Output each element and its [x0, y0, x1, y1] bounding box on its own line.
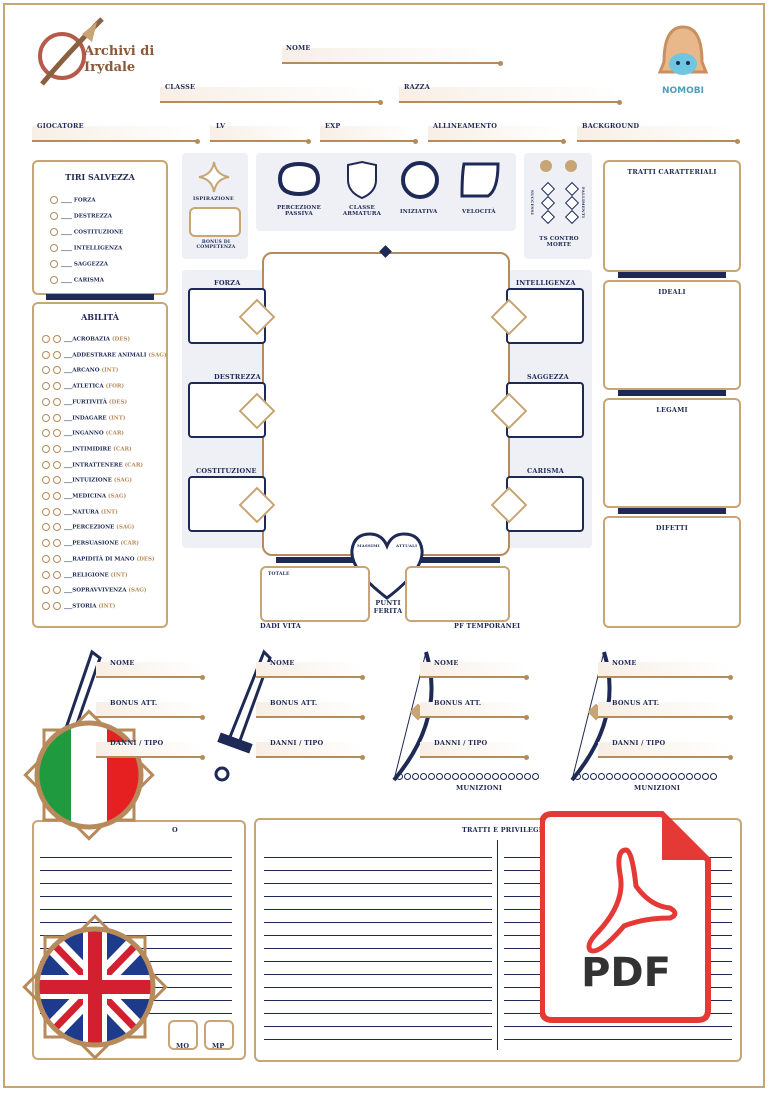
ammo-circle[interactable] [500, 773, 507, 780]
skill-expertise-icon[interactable] [53, 476, 61, 484]
skill-proficiency-icon[interactable] [42, 351, 50, 359]
skill-row[interactable]: ___ARCANO (INT) [42, 366, 118, 374]
skill-proficiency-icon[interactable] [42, 492, 50, 500]
skill-row[interactable]: ___INTRATTENERE (CAR) [42, 461, 143, 469]
ammo-circle[interactable] [606, 773, 613, 780]
ammo-circle[interactable] [654, 773, 661, 780]
ammo-circle[interactable] [436, 773, 443, 780]
ammo-circle[interactable] [662, 773, 669, 780]
trait-label: IDEALI [658, 288, 686, 296]
skill-attribute: (FOR) [105, 383, 125, 390]
trait-label: LEGAMI [656, 406, 688, 414]
ammo-circle[interactable] [420, 773, 427, 780]
skill-expertise-icon[interactable] [53, 398, 61, 406]
skill-proficiency-icon[interactable] [42, 555, 50, 563]
skill-expertise-icon[interactable] [53, 382, 61, 390]
saving-throw-label: CARISMA [73, 277, 105, 284]
skull-icon [540, 160, 552, 172]
ammo-circle[interactable] [574, 773, 581, 780]
ammo-circle[interactable] [638, 773, 645, 780]
skill-proficiency-icon[interactable] [42, 602, 50, 610]
saving-throw-row[interactable]: ____ CARISMA [50, 276, 104, 284]
nome-label: NOME [286, 44, 311, 52]
skill-row[interactable]: ___NATURA (INT) [42, 508, 118, 516]
skill-expertise-icon[interactable] [53, 492, 61, 500]
skill-proficiency-icon[interactable] [42, 414, 50, 422]
giocatore-label: GIOCATORE [37, 122, 84, 130]
ammo-circle[interactable] [396, 773, 403, 780]
nome-field[interactable] [282, 48, 500, 64]
passive-perception-icon [276, 160, 322, 198]
skill-row[interactable]: ___RELIGIONE (INT) [42, 571, 128, 579]
skill-proficiency-icon[interactable] [42, 571, 50, 579]
ammo-circle[interactable] [460, 773, 467, 780]
skill-row[interactable]: ___INTIMIDIRE (CAR) [42, 445, 132, 453]
razza-field[interactable] [399, 87, 619, 103]
inspiration-label: ISPIRAZIONE [193, 196, 235, 202]
ammo-circle[interactable] [646, 773, 653, 780]
skill-row[interactable]: ___INDAGARE (INT) [42, 414, 125, 422]
features-lines-left [264, 845, 492, 1050]
skill-row[interactable]: ___SOPRAVVIVENZA (SAG) [42, 586, 147, 594]
skill-expertise-icon[interactable] [53, 351, 61, 359]
ammo-circle[interactable] [694, 773, 701, 780]
skill-name: NATURA [72, 509, 99, 516]
trait-bar [618, 508, 726, 514]
ability-label: FORZA [214, 279, 241, 287]
skill-proficiency-icon[interactable] [42, 398, 50, 406]
speed-label: VELOCITÀ [462, 209, 496, 215]
skill-expertise-icon[interactable] [53, 555, 61, 563]
ability-label: CARISMA [527, 467, 564, 475]
ammo-circle[interactable] [428, 773, 435, 780]
skill-name: INTIMIDIRE [72, 446, 112, 453]
skill-name: PERSUASIONE [72, 540, 119, 547]
skill-attribute: (CAR) [105, 430, 125, 437]
weapon-damage-label: DANNI / TIPO [270, 739, 324, 747]
skill-name: ADDESTRARE ANIMALI [72, 352, 147, 359]
mo-label: MO [176, 1042, 190, 1050]
skill-name: ARCANO [72, 367, 100, 374]
skill-attribute: (CAR) [120, 540, 139, 547]
saving-throws-title: TIRI SALVEZZA [65, 172, 135, 182]
skill-expertise-icon[interactable] [53, 445, 61, 453]
temp-hp-label: PF TEMPORANEI [454, 622, 521, 630]
skill-name: ACROBAZIA [72, 336, 111, 343]
saving-throw-label: FORZA [73, 197, 96, 204]
skill-name: RAPIDITÀ DI MANO [72, 556, 135, 563]
ammo-label: MUNIZIONI [634, 784, 681, 792]
skill-name: INTUIZIONE [72, 477, 112, 484]
skill-row[interactable]: ___FURTIVITÀ (DES) [42, 398, 127, 406]
speed-icon [458, 160, 504, 200]
ammo-circle[interactable] [614, 773, 621, 780]
weapon-bonus-label: BONUS ATT. [270, 699, 318, 707]
weapon-bonus-label: BONUS ATT. [110, 699, 158, 707]
skill-attribute: (INT) [98, 603, 116, 610]
logo [22, 14, 172, 94]
heart-icon [565, 160, 577, 172]
ammo-circle[interactable] [516, 773, 523, 780]
skill-row[interactable]: ___INGANNO (CAR) [42, 429, 124, 437]
death-success-label: SUCCESSI [529, 190, 535, 215]
hit-dice-label: DADI VITA [260, 622, 302, 630]
italian-flag-button[interactable] [14, 700, 164, 850]
saving-throw-row[interactable]: ____ INTELLIGENZA [50, 244, 122, 252]
ability-label: SAGGEZZA [527, 373, 569, 381]
ammo-circle[interactable] [622, 773, 629, 780]
weapon-damage-label: DANNI / TIPO [612, 739, 666, 747]
saving-throw-label: COSTITUZIONE [73, 229, 124, 236]
proficiency-box[interactable] [189, 207, 241, 237]
trait-bar [618, 272, 726, 278]
pdf-label: PDF [581, 950, 671, 996]
skill-attribute: (SAG) [128, 587, 147, 594]
hp-label: PUNTI FERITA [373, 599, 403, 615]
armor-shield-icon [344, 160, 380, 200]
skill-attribute: (CAR) [124, 462, 143, 469]
brand-logo [654, 22, 712, 100]
skill-name: MEDICINA [72, 493, 107, 500]
skill-name: FURTIVITÀ [72, 399, 107, 406]
hp-max-label: MASSIMI [357, 543, 380, 548]
ammo-circle[interactable] [630, 773, 637, 780]
trait-bar [618, 390, 726, 396]
skill-row[interactable]: ___ACROBAZIA (DES) [42, 335, 130, 343]
portrait-frame [262, 252, 510, 556]
saving-throws-bar [46, 294, 154, 300]
skill-attribute: (SAG) [148, 352, 167, 359]
logo-text: Archivi di Irydale [84, 44, 155, 75]
star-icon [197, 160, 231, 194]
saving-throw-label: INTELLIGENZA [73, 245, 123, 252]
ammo-circle[interactable] [444, 773, 451, 780]
proficiency-circle-icon[interactable] [50, 260, 58, 268]
weapon-name-label: NOME [434, 659, 459, 667]
proficiency-circle-icon[interactable] [50, 196, 58, 204]
classe-label: CLASSE [165, 83, 196, 91]
weapon-bonus-label: BONUS ATT. [434, 699, 482, 707]
skill-attribute: (INT) [108, 415, 126, 421]
skill-proficiency-icon[interactable] [42, 523, 50, 531]
ammo-label: MUNIZIONI [456, 784, 503, 792]
ammo-circle[interactable] [710, 773, 717, 780]
skill-proficiency-icon[interactable] [42, 335, 50, 343]
skill-name: PERCEZIONE [72, 524, 115, 531]
skill-name: INTRATTENERE [72, 462, 123, 469]
ammo-circle[interactable] [476, 773, 483, 780]
skill-proficiency-icon[interactable] [42, 539, 50, 547]
skill-expertise-icon[interactable] [53, 571, 61, 579]
weapon-damage-label: DANNI / TIPO [110, 739, 164, 747]
weapon-name-label: NOME [612, 659, 637, 667]
passive-perception-label: PERCEZIONE PASSIVA [276, 205, 322, 217]
skill-name: RELIGIONE [72, 572, 109, 578]
hp-current-label: ATTUALI [396, 543, 418, 548]
skill-attribute: (INT) [101, 367, 119, 374]
skill-expertise-icon[interactable] [53, 602, 61, 610]
skill-proficiency-icon[interactable] [42, 382, 50, 390]
skill-proficiency-icon[interactable] [42, 366, 50, 374]
skill-name: STORIA [72, 603, 97, 610]
pdf-icon[interactable] [540, 810, 712, 1024]
skill-proficiency-icon[interactable] [42, 586, 50, 594]
saving-throw-row[interactable]: ____ SAGGEZZA [50, 260, 108, 268]
exp-label: EXP [325, 122, 341, 130]
weapon-bonus-label: BONUS ATT. [612, 699, 660, 707]
trait-box[interactable] [603, 160, 741, 272]
trait-box[interactable] [603, 398, 741, 508]
skill-row[interactable]: ___PERSUASIONE (CAR) [42, 539, 139, 547]
ability-label: COSTITUZIONE [196, 467, 257, 475]
proficiency-circle-icon[interactable] [50, 276, 58, 284]
proficiency-circle-icon[interactable] [50, 244, 58, 252]
ammo-circle[interactable] [702, 773, 709, 780]
skill-expertise-icon[interactable] [53, 539, 61, 547]
hit-dice-total-label: TOTALE [268, 572, 290, 577]
skill-row[interactable]: ___PERCEZIONE (SAG) [42, 523, 134, 531]
features-title: TRATTI E PRIVILEGI [462, 826, 543, 834]
proficiency-circle-icon[interactable] [50, 228, 58, 236]
initiative-icon [400, 160, 440, 200]
skill-proficiency-icon[interactable] [42, 461, 50, 469]
skill-row[interactable]: ___ATLETICA (FOR) [42, 382, 124, 390]
ammo-circle[interactable] [678, 773, 685, 780]
skill-proficiency-icon[interactable] [42, 445, 50, 453]
english-flag-button[interactable] [10, 900, 180, 1075]
skill-expertise-icon[interactable] [53, 523, 61, 531]
background-label: BACKGROUND [582, 122, 640, 130]
proficiency-label: BONUS DI COMPETENZA [196, 240, 236, 250]
skill-row[interactable]: ___MEDICINA (SAG) [42, 492, 126, 500]
skill-attribute: (DES) [108, 399, 128, 406]
skill-proficiency-icon[interactable] [42, 429, 50, 437]
skill-row[interactable]: ___INTUIZIONE (SAG) [42, 476, 132, 484]
skill-expertise-icon[interactable] [53, 335, 61, 343]
ammo-circle[interactable] [532, 773, 539, 780]
razza-label: RAZZA [404, 83, 430, 91]
temp-hp-box[interactable] [405, 566, 510, 622]
trait-box[interactable] [603, 516, 741, 628]
trait-box[interactable] [603, 280, 741, 390]
skills-title: ABILITÀ [81, 312, 119, 322]
weapon-name-label: NOME [270, 659, 295, 667]
ammo-circle[interactable] [670, 773, 677, 780]
ammo-circle[interactable] [508, 773, 515, 780]
ammo-circle[interactable] [404, 773, 411, 780]
ammo-circle[interactable] [412, 773, 419, 780]
skill-expertise-icon[interactable] [53, 366, 61, 374]
weapon-name-label: NOME [110, 659, 135, 667]
skill-attribute: (SAG) [113, 477, 132, 484]
ammo-circle[interactable] [468, 773, 475, 780]
saving-throw-row[interactable]: ____ DESTREZZA [50, 212, 112, 220]
saving-throw-label: SAGGEZZA [73, 261, 109, 268]
ammo-circle[interactable] [598, 773, 605, 780]
features-divider [497, 840, 498, 1050]
allineamento-label: ALLINEAMENTO [433, 122, 498, 130]
skill-attribute: (DES) [111, 336, 131, 343]
skill-attribute: (INT) [110, 572, 128, 578]
ammo-circle[interactable] [686, 773, 693, 780]
equipment-title-tail: O [172, 826, 178, 834]
initiative-label: INIZIATIVA [400, 209, 438, 215]
skill-row[interactable]: ___STORIA (INT) [42, 602, 115, 610]
death-fail-label: FALLIMENTI [581, 186, 587, 219]
skill-expertise-icon[interactable] [53, 508, 61, 516]
mp-label: MP [212, 1042, 225, 1050]
weapon-damage-label: DANNI / TIPO [434, 739, 488, 747]
skill-expertise-icon[interactable] [53, 414, 61, 422]
ammo-circle[interactable] [492, 773, 499, 780]
skill-attribute: (SAG) [116, 524, 135, 531]
skill-expertise-icon[interactable] [53, 429, 61, 437]
skill-row[interactable]: ___ADDESTRARE ANIMALI (SAG) [42, 351, 167, 359]
brand-logo-text: NOMOBI [662, 86, 704, 96]
ability-label: INTELLIGENZA [516, 279, 576, 287]
skill-attribute: (INT) [100, 509, 118, 516]
ammo-circle[interactable] [590, 773, 597, 780]
ability-label: DESTREZZA [214, 373, 261, 381]
armor-class-label: CLASSE ARMATURA [342, 205, 382, 217]
trait-label: DIFETTI [655, 524, 689, 532]
skill-proficiency-icon[interactable] [42, 476, 50, 484]
proficiency-circle-icon[interactable] [50, 212, 58, 220]
skill-proficiency-icon[interactable] [42, 508, 50, 516]
skill-expertise-icon[interactable] [53, 586, 61, 594]
skill-attribute: (DES) [136, 556, 155, 563]
trait-label: TRATTI CARATTERIALI [627, 168, 717, 176]
saving-throw-row[interactable]: ____ FORZA [50, 196, 95, 204]
skill-expertise-icon[interactable] [53, 461, 61, 469]
saving-throw-label: DESTREZZA [73, 213, 113, 220]
skill-row[interactable]: ___RAPIDITÀ DI MANO (DES) [42, 555, 155, 563]
death-saves-label: TS CONTRO MORTE [539, 236, 579, 248]
skill-attribute: (CAR) [113, 446, 132, 453]
lv-label: LV [216, 122, 226, 130]
skill-name: INDAGARE [72, 415, 107, 421]
ammo-circle[interactable] [484, 773, 491, 780]
saving-throw-row[interactable]: ____ COSTITUZIONE [50, 228, 123, 236]
ammo-circle[interactable] [582, 773, 589, 780]
ammo-circle[interactable] [524, 773, 531, 780]
skill-name: SOPRAVVIVENZA [72, 587, 127, 594]
skill-attribute: (SAG) [108, 493, 127, 500]
ammo-circle[interactable] [452, 773, 459, 780]
skill-name: INGANNO [72, 430, 104, 437]
skill-name: ATLETICA [72, 383, 104, 390]
